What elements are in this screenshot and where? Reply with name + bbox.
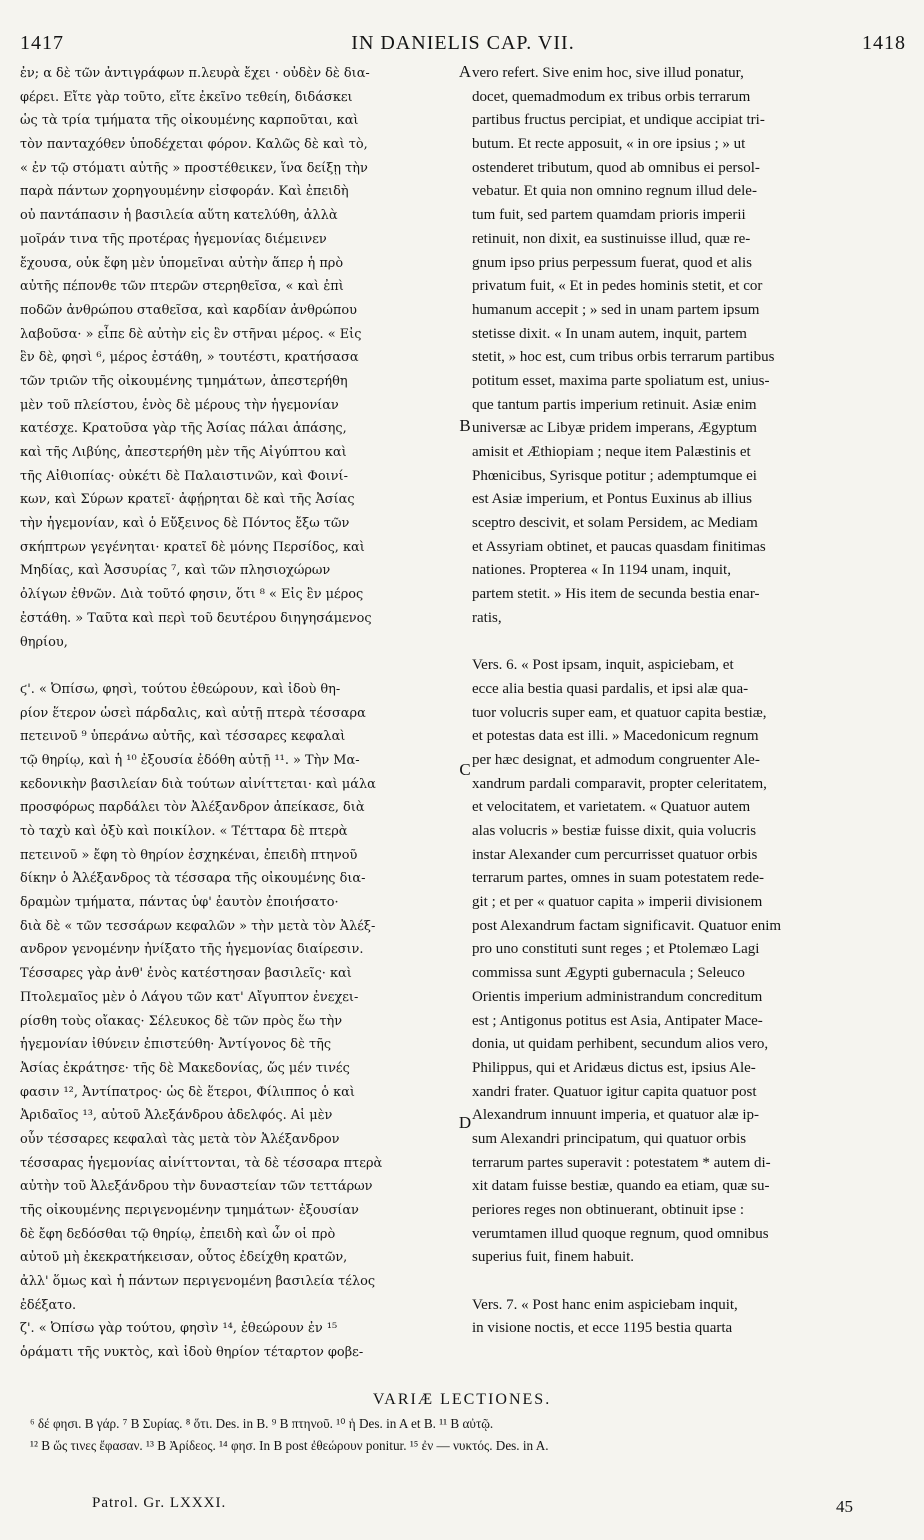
- text-line: ανδρον γενομένην ἠνίξατο τῆς ἡγεμονίας διαίρεσιν.: [20, 942, 364, 958]
- text-line: ὀλίγων ἐθνῶν. Διὰ τοῦτό φησιν, ὅτι ⁸ « Εἰς ἓν μέρος: [20, 587, 364, 603]
- text-line: Τέσσαρες γὰρ ἀνθ' ἑνὸς κατέστησαν βασιλεῖς· καὶ: [20, 966, 352, 982]
- paragraph-gap: [472, 1270, 904, 1294]
- text-line: git ; et per « quatuor capita » imperii divisionem: [472, 894, 763, 911]
- text-line: πετεινοῦ » ἔφη τὸ θηρίον ἐσχηκέναι, ἐπειδὴ πτηνοῦ: [20, 847, 358, 863]
- text-line: tuor volucris super eam, et quatuor capita bestiæ,: [472, 704, 767, 721]
- text-line: φασιν ¹², Ἀντίπατρος· ὡς δὲ ἕτεροι, Φίλιππος ὁ καὶ: [20, 1084, 355, 1100]
- text-line: retinuit, non dixit, ea sustinuisse illud, quæ re-: [472, 230, 751, 247]
- text-line: ratis,: [472, 609, 502, 626]
- text-line: Phœnicibus, Syrisque potitur ; ademptumque ei: [472, 467, 757, 484]
- text-line: que tantum partis imperium retinuit. Asiæ enim: [472, 396, 757, 413]
- text-line: Alexandrum innuunt imperia, et quatuor alæ ip-: [472, 1107, 760, 1124]
- text-line: tum fuit, sed partem quamdam prioris imperii: [472, 207, 746, 224]
- text-line: sum Alexandri principatum, qui quatuor orbis: [472, 1130, 747, 1147]
- text-line: ἐν; α δὲ τῶν ἀντιγράφων π.λευρὰ ἔχει · οὐδὲν δὲ δια-: [20, 66, 370, 81]
- text-line: οὐ παντάπασιν ἡ βασιλεία αὕτη κατελύθη, ἀλλὰ: [20, 208, 338, 224]
- text-line: δραμὼν τμήματα, πάντας ὑφ' ἑαυτὸν ἐποιήσατο·: [20, 895, 339, 911]
- text-line: gnum ipso prius perpessum fuerat, quod et alis: [472, 254, 752, 271]
- text-line: commissa sunt Ægypti gubernacula ; Seleuco: [472, 965, 745, 982]
- text-line: humanum accepit ; » sed in unam partem ipsum: [472, 301, 760, 318]
- text-line: periores reges non obtinuerant, obtinuit ipse :: [472, 1202, 745, 1218]
- text-line: Orientis imperium administrandum concreditum: [472, 988, 763, 1005]
- text-line: in visione noctis, et ecce 1195 bestia quarta: [472, 1320, 733, 1337]
- variae-lectiones-title: VARIÆ LECTIONES.: [372, 1391, 552, 1408]
- text-line: est ; Antigonus potitus est Asia, Antipater Mace-: [472, 1012, 763, 1029]
- text-line: privatum fuit, « Et in pedes hominis stetit, et cor: [472, 278, 763, 295]
- page-number-right: 1418: [862, 32, 906, 54]
- running-title: IN DANIELIS CAP. VII.: [351, 32, 575, 54]
- text-line: κων, καὶ Σύρων κρατεῖ· ἀφῄρηται δὲ καὶ τῆς Ἀσίας: [20, 492, 355, 508]
- page-number-left: 1417: [20, 32, 64, 54]
- text-line: αὐτοῦ μὴ ἐκεκρατήκεισαν, οὗτος ἐδείχθη κρατῶν,: [20, 1250, 348, 1266]
- footer-series: Patrol. Gr. LXXXI.: [92, 1495, 227, 1511]
- text-line: Πτολεμαῖος μὲν ὁ Λάγου τῶν κατ' Αἴγυπτον ἐνεχει-: [20, 989, 359, 1005]
- text-line: δὲ ἔφη δεδόσθαι τῷ θηρίῳ, ἐπειδὴ καὶ ὧν οἱ πρὸ: [20, 1226, 336, 1242]
- text-line: ἓν δὲ, φησὶ ⁶, μέρος ἐστάθη, » τουτέστι, κρατήσασα: [20, 350, 359, 366]
- text-line: Ἀσίας ἐκράτησε· τῆς δὲ Μακεδονίας, ὥς μέν τινές: [20, 1060, 350, 1076]
- text-line: vebatur. Et quia non omnino regnum illud dele-: [472, 183, 757, 200]
- text-line: potitum esset, maxima parte spoliatum est, unius-: [472, 372, 770, 389]
- text-line: universæ ac Libyæ pridem imperans, Ægyptum: [472, 420, 757, 437]
- text-line: ἔχουσα, οὐκ ἔφη μὲν ὑπομεῖναι αὐτὴν ἅπερ ἡ πρὸ: [20, 255, 344, 271]
- text-line: verumtamen illud quoque regnum, quod omnibus: [472, 1225, 769, 1242]
- text-line: terrarum partes superavit : potestatem * autem di-: [472, 1154, 771, 1171]
- text-line: pro uno constituti sunt reges ; et Ptolemæo Lagi: [472, 941, 760, 958]
- text-line: ἡγεμονίαν ἰθύνειν ἐπιστεύθη· Ἀντίγονος δὲ τῆς: [20, 1037, 332, 1053]
- text-line: αὐτὴν τοῦ Ἀλεξάνδρου τὴν δυναστείαν τῶν τεττάρων: [20, 1179, 373, 1195]
- text-line: ἐδέξατο.: [20, 1297, 77, 1313]
- text-line: παρὰ πάντων χορηγουμένην εἰσφοράν. Καὶ ἐπειδὴ: [20, 184, 349, 200]
- text-line: οὖν τέσσαρες κεφαλαὶ τὰς μετὰ τὸν Ἀλέξανδρον: [20, 1131, 340, 1147]
- text-line: μὲν τοῦ πλείστου, ἑνὸς δὲ μέρους τὴν ἡγεμονίαν: [20, 397, 339, 413]
- text-line: stetit, » hoc est, cum tribus orbis terrarum partibus: [472, 349, 775, 366]
- text-line: τῆς οἰκουμένης περιγενομένην τμημάτων· ἐξουσίαν: [20, 1203, 359, 1218]
- text-line: ϛ'. « Ὀπίσω, φησὶ, τούτου ἐθεώρουν, καὶ ἰδοὺ θη-: [20, 681, 341, 697]
- text-line: φέρει. Εἴτε γὰρ τοῦτο, εἴτε ἐκεῖνο τεθείη, διδάσκει: [20, 89, 353, 105]
- text-line: τὸ ταχὺ καὶ ὀξὺ καὶ ποικίλον. « Τέτταρα δὲ πτερὰ: [20, 824, 348, 839]
- text-line: xandri frater. Quatuor igitur capita quatuor post: [472, 1083, 757, 1100]
- text-line: θηρίου,: [20, 634, 68, 650]
- text-line: κεδονικὴν βασιλείαν διὰ τούτων αἰνίττεται· καὶ μάλα: [20, 776, 376, 792]
- text-line: alas volucris » bestiæ fuisse dixit, quia volucris: [472, 823, 757, 839]
- text-line: ποδῶν ἀνθρώπου σταθεῖσα, καὶ καρδίαν ἀνθρώπου: [20, 302, 357, 318]
- text-line: λαβοῦσα· » εἶπε δὲ αὐτὴν εἰς ἓν στῆναι μέρος. « Εἰς: [20, 326, 362, 342]
- text-line: αὐτῆς πέπονθε τῶν πτερῶν στερηθεῖσα, « καὶ ἐπὶ: [20, 279, 344, 295]
- text-line: τῆς Αἰθιοπίας· οὐκέτι δὲ Παλαιστινῶν, καὶ Φοινί-: [20, 468, 348, 484]
- text-line: πετεινοῦ ⁹ ὑπεράνω αὐτῆς, καὶ τέσσαρες κεφαλαὶ: [20, 729, 346, 745]
- margin-marker-d: D: [458, 1113, 472, 1132]
- running-header: [20, 32, 906, 58]
- text-line: ἀλλ' ὅμως καὶ ἡ πάντων περιγενομένη βασιλεία τέλος: [20, 1274, 376, 1290]
- text-line: μοῖράν τινα τῆς προτέρας ἡγεμονίας διέμεινεν: [20, 231, 327, 247]
- text-line: partibus fructus percipiat, et undique accipiat tri-: [472, 112, 765, 129]
- text-line: terrarum partes, omnes in suam potestatem rede-: [472, 870, 764, 887]
- text-line: Philippus, qui et Aridæus dictus est, ipsius Ale-: [472, 1059, 756, 1076]
- variae-line: ⁶ δέ φησι. B γάρ. ⁷ B Συρίας. ⁸ ὅτι. Des. in B. ⁹ B πτηνοῦ. ¹⁰ ἡ Des. in A et B. ¹¹ B αὐτῷ.: [30, 1416, 494, 1431]
- text-line: κατέσχε. Κρατοῦσα γὰρ τῆς Ἀσίας πάλαι ἁπάσης,: [20, 421, 347, 437]
- text-line: Μηδίας, καὶ Ἀσσυρίας ⁷, καὶ τῶν πλησιοχώρων: [20, 563, 331, 579]
- margin-marker-b: B: [459, 416, 471, 435]
- text-line: superius fuit, finem habuit.: [472, 1249, 635, 1266]
- variae-line: ¹² B ὥς τινες ἔφασαν. ¹³ B Ἀρίδεος. ¹⁴ φησ. In B post ἐθεώρουν ponitur. ¹⁵ ἐν — νυκτός. Des. in A.: [30, 1438, 549, 1453]
- greek-column: [20, 62, 456, 1365]
- paragraph-gap: [472, 631, 904, 655]
- text-line: xit datam fuisse bestiæ, quando ea etiam, quæ su-: [472, 1178, 770, 1195]
- text-line: προσφόρως παρδάλει τὸν Ἀλέξανδρον ἀπείκασε, διὰ: [20, 800, 365, 816]
- text-line: butum. Et recte apposuit, « in ore ipsius ; » ut: [472, 136, 746, 153]
- text-line: δίκην ὁ Ἀλέξανδρος τὰ τέσσαρα τῆς οἰκουμένης δια-: [20, 871, 366, 887]
- text-line: amisit et Æthiopiam ; neque item Palæstinis et: [472, 444, 751, 460]
- text-line: donia, ut quidam perhibent, secundum alios vero,: [472, 1036, 769, 1053]
- text-line: καὶ τῆς Λιβύης, ἀπεστερήθη μὲν τῆς Αἰγύπτου καὶ: [20, 445, 347, 460]
- text-line: ζ'. « Ὀπίσω γὰρ τούτου, φησὶν ¹⁴, ἐθεώρουν ἐν ¹⁵: [20, 1321, 338, 1337]
- text-line: sceptro descivit, et solam Persidem, ac Mediam: [472, 515, 758, 532]
- margin-marker-a: A: [458, 62, 472, 81]
- text-line: τὴν ἡγεμονίαν, καὶ ὁ Εὔξεινος δὲ Πόντος ἔξω τῶν: [20, 516, 350, 532]
- text-line: ἐστάθη. » Ταῦτα καὶ περὶ τοῦ δευτέρου διηγησάμενος: [20, 610, 372, 626]
- text-line: τῶν τριῶν τῆς οἰκουμένης τμημάτων, ἀπεστερήθη: [20, 373, 348, 389]
- text-line: τὸν πανταχόθεν ὑποδέχεται φόρον. Καλῶς δὲ καὶ τὸ,: [20, 137, 368, 153]
- text-line: « ἐν τῷ στόματι αὐτῆς » προστέθεικεν, ἵνα δείξῃ τὴν: [20, 160, 368, 176]
- text-line: nationes. Propterea « In 1194 unam, inquit,: [472, 562, 731, 579]
- margin-marker-c: C: [459, 760, 471, 779]
- text-line: Ἀριδαῖος ¹³, αὐτοῦ Ἀλεξάνδρου ἀδελφός. Αἱ μὲν: [20, 1108, 333, 1124]
- footer-signature: 45: [836, 1497, 853, 1516]
- text-line: διὰ δὲ « τῶν τεσσάρων κεφαλῶν » τὴν μετὰ τὸν Ἀλέξ-: [20, 918, 376, 934]
- text-line: ecce alia bestia quasi pardalis, et ipsi alæ qua-: [472, 680, 749, 697]
- text-line: docet, quemadmodum ex tribus orbis terrarum: [472, 88, 751, 105]
- text-line: ostenderet tributum, quod ab omnibus ei persol-: [472, 159, 760, 176]
- text-line: per hæc designat, et admodum congruenter Ale-: [472, 751, 760, 768]
- paragraph-gap: [20, 654, 456, 678]
- text-line: ρίον ἕτερον ὡσεὶ πάρδαλις, καὶ αὐτῇ πτερὰ τέσσαρα: [20, 705, 366, 721]
- text-line: Vers. 6. « Post ipsam, inquit, aspiciebam, et: [472, 657, 734, 674]
- text-line: post Alexandrum factam significavit. Quatuor enim: [472, 917, 782, 934]
- text-line: est Asiæ imperium, et Pontus Euxinus ab illius: [472, 491, 753, 508]
- text-line: Vers. 7. « Post hanc enim aspiciebam inquit,: [472, 1296, 738, 1313]
- text-line: ρίσθη τοὺς οἴακας· Σέλευκος δὲ τῶν πρὸς ἕω τὴν: [20, 1013, 343, 1029]
- text-line: xandrum pardali comparavit, propter celeritatem,: [472, 775, 767, 792]
- text-line: ὁράματι τῆς νυκτὸς, καὶ ἰδοὺ θηρίον τέταρτον φοβε-: [20, 1345, 364, 1361]
- text-line: partem stetit. » His item de secunda bestia enar-: [472, 586, 760, 603]
- text-line: τέσσαρας ἡγεμονίας αἰνίττονται, τὰ δὲ τέσσαρα πτερὰ: [20, 1155, 383, 1171]
- text-line: stetisse dixit. « In unam autem, inquit, partem: [472, 325, 747, 342]
- text-line: instar Alexander cum percurrisset quatuor orbis: [472, 846, 758, 863]
- text-line: σκήπτρων γεγένηται· κρατεῖ δὲ μόνης Περσίδος, καὶ: [20, 539, 365, 555]
- text-line: et potestas data est illi. » Macedonicum regnum: [472, 728, 759, 745]
- text-line: vero refert. Sive enim hoc, sive illud ponatur,: [472, 65, 744, 81]
- text-line: et velocitatem, et varietatem. « Quatuor autem: [472, 799, 751, 816]
- latin-column: [472, 62, 904, 1341]
- text-line: et Assyriam obtinet, et paucas quasdam finitimas: [472, 538, 766, 555]
- text-line: ὡς τὰ τρία τμήματα τῆς οἰκουμένης καρποῦται, καὶ: [20, 113, 359, 129]
- text-line: τῷ θηρίῳ, καὶ ἡ ¹⁰ ἐξουσία ἐδόθη αὐτῇ ¹¹. » Τὴν Μα-: [20, 752, 360, 768]
